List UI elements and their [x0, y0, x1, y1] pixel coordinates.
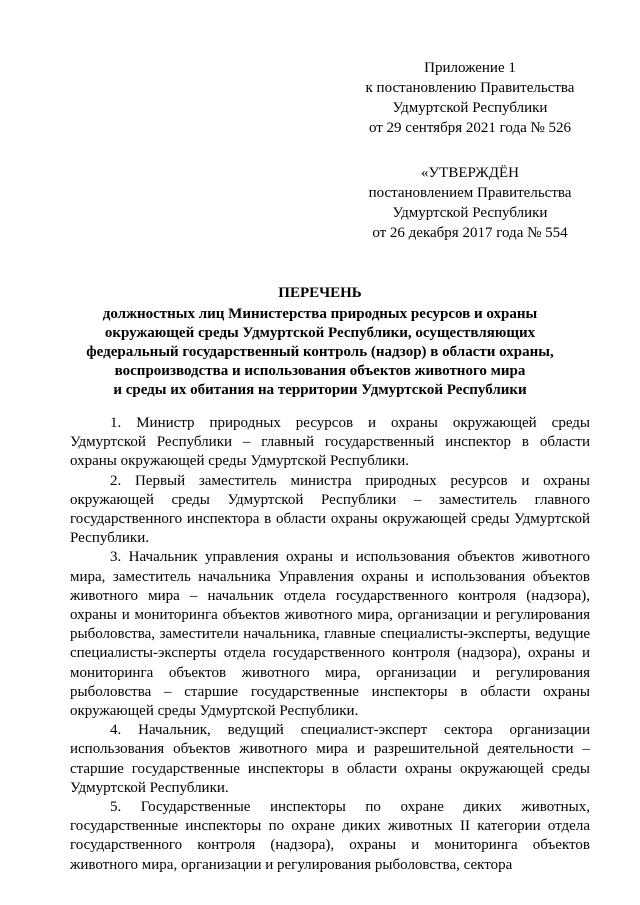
appendix-line: к постановлению Правительства [365, 80, 575, 96]
appendix-line: Удмуртской Республики [392, 100, 548, 116]
approval-line: постановлением Правительства [368, 185, 572, 201]
title-line: федеральный государственный контроль (надзор) в области охраны, [86, 344, 554, 360]
title-line: воспроизводства и использования объектов животного мира [114, 363, 526, 379]
approval-line: «УТВЕРЖДЁН [421, 165, 519, 181]
document-title [60, 284, 580, 400]
appendix-note [340, 58, 600, 138]
title-line: и среды их обитания на территории Удмуртской Республики [113, 382, 527, 398]
approval-line: от 26 декабря 2017 года № 554 [372, 225, 568, 241]
title-line: окружающей среды Удмуртской Республики, осуществляющих [104, 325, 536, 341]
approval-stamp-text [340, 163, 600, 243]
title-line: должностных лиц Министерства природных ресурсов и охраны [102, 306, 538, 322]
position-list [70, 414, 590, 875]
list-item: 4. Начальник, ведущий специалист-эксперт сектора организации использования объектов животного мира и разрешительной деятельности – старшие государственные инспекторы в области охраны окружающей среды Удмуртской Республики. [70, 722, 590, 796]
list-item: 1. Министр природных ресурсов и охраны окружающей среды Удмуртской Республики – главный государственный инспектор в области охраны окружающей среды Удмуртской Республики. [70, 415, 590, 470]
list-item: 5. Государственные инспекторы по охране диких животных, государственные инспекторы по охране диких животных II категории отдела государственного контроля (надзора), охраны и мониторинга объектов животного мира, организации и регулирования рыболовства, сектора [70, 799, 590, 873]
list-item: 2. Первый заместитель министра природных ресурсов и охраны окружающей среды Удмуртской Республики – заместитель главного государственного инспектора в области охраны окружающей среды Удмуртской Республики. [70, 472, 590, 547]
appendix-line: Приложение 1 [424, 60, 516, 76]
approval-line: Удмуртской Республики [392, 205, 548, 221]
appendix-line: от 29 сентября 2021 года № 526 [368, 120, 572, 136]
list-item: 3. Начальник управления охраны и использования объектов животного мира, заместитель начальника Управления охраны и использования объектов животного мира – начальник отдела государственного контроля (надзора), охраны и мониторинга объектов животного мира, организации и регулирования рыболовства, заместители начальника, главные специалисты-эксперты, ведущие специалисты-эксперты отдела государственного контроля (надзора), охраны и мониторинга объектов животного мира, организации и регулирования рыболовства – старшие государственные инспекторы в области охраны окружающей среды Удмуртской Республики. [70, 549, 590, 720]
title-heading: ПЕРЕЧЕНЬ [278, 285, 362, 301]
